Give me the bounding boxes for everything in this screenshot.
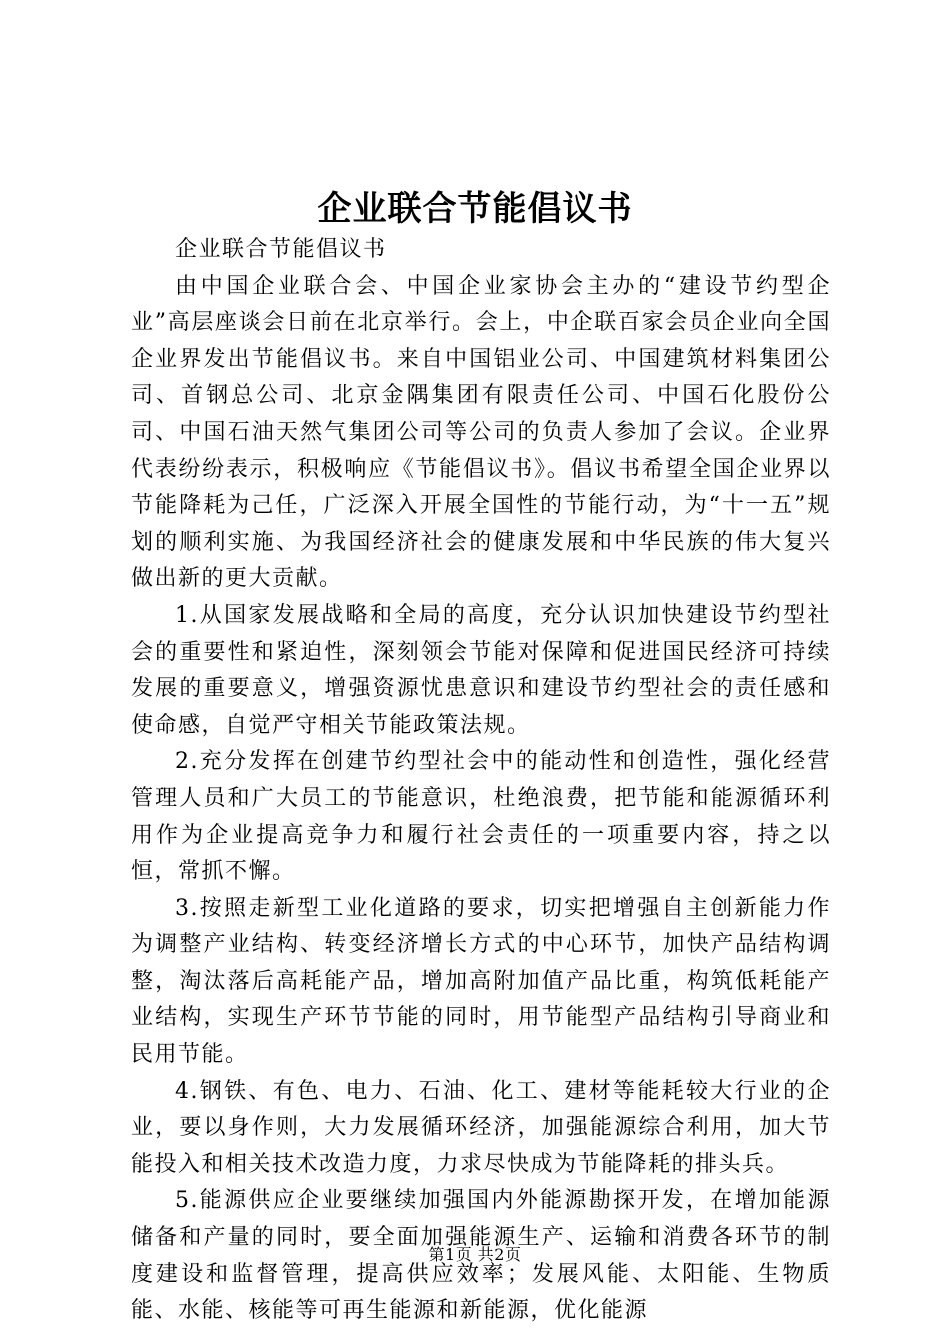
intro-paragraph: 由中国企业联合会、中国企业家协会主办的“建设节约型企业”高层座谈会日前在北京举行。会上，中企联百家会员企业向全国企业界发出节能倡议书。来自中国铝业公司、中国建筑材料集团公司、首钢总公司、北京金隅集团有限责任公司、中国石化股份公司、中国石油天然气集团公司等公司的负责人参加了会议。企业界代表纷纷表示，积极响应《节能倡议书》。倡议书希望全国企业界以节能降耗为己任，广泛深入开展全国性的节能行动，为“十一五”规划的顺利实施、为我国经济社会的健康发展和中华民族的伟大复兴做出新的更大贡献。 [131,273,831,592]
document-body [131,232,831,1330]
page-number-footer: 第1页 共2页 [428,1245,522,1264]
subtitle-paragraph: 企业联合节能倡议书 [175,237,387,262]
point-1-paragraph: 1.从国家发展战略和全局的高度，充分认识加快建设节约型社会的重要性和紧迫性，深刻领会节能对保障和促进国民经济可持续发展的重要意义，增强资源忧患意识和建设节约型社会的责任感和使命感，自觉严守相关节能政策法规。 [131,602,831,738]
point-2-paragraph: 2.充分发挥在创建节约型社会中的能动性和创造性，强化经营管理人员和广大员工的节能意识，杜绝浪费，把节能和能源循环利用作为企业提高竞争力和履行社会责任的一项重要内容，持之以恒，常抓不懈。 [131,749,831,885]
point-3-paragraph: 3.按照走新型工业化道路的要求，切实把增强自主创新能力作为调整产业结构、转变经济增长方式的中心环节，加快产品结构调整，淘汰落后高耗能产品，增加高附加值产品比重，构筑低耗能产业结构，实现生产环节节能的同时，用节能型产品结构引导商业和民用节能。 [131,895,831,1068]
point-5-paragraph: 5.能源供应企业要继续加强国内外能源勘探开发，在增加能源储备和产量的同时，要全面加强能源生产、运输和消费各环节的制度建设和监督管理，提高供应效率；发展风能、太阳能、生物质能、水能、核能等可再生能源和新能源，优化能源 [131,1188,831,1324]
document-title: 企业联合节能倡议书 [317,189,633,229]
point-4-paragraph: 4.钢铁、有色、电力、石油、化工、建材等能耗较大行业的企业，要以身作则，大力发展循环经济，加强能源综合利用，加大节能投入和相关技术改造力度，力求尽快成为节能降耗的排头兵。 [131,1078,831,1177]
